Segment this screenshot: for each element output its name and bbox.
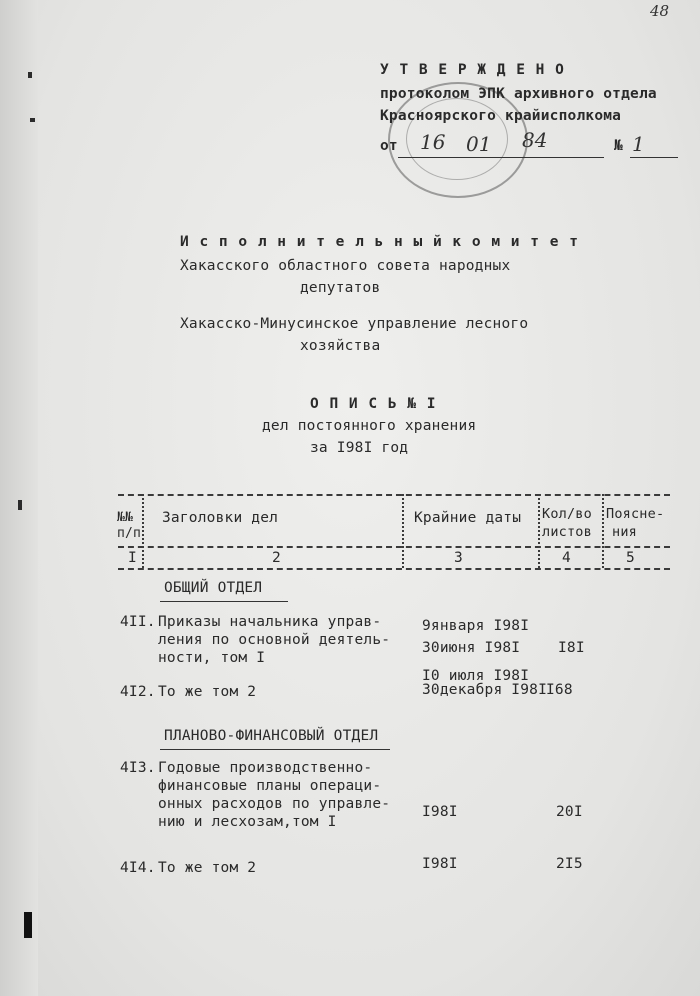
org-title: И с п о л н и т е л ь н ы й к о м и т е т: [180, 234, 579, 250]
item-date: 9января I98I: [422, 618, 530, 634]
section-title-general: ОБЩИЙ ОТДЕЛ: [164, 580, 263, 596]
binding-mark: [28, 72, 32, 78]
header-num-a: №№: [117, 510, 134, 525]
approval-date-year: 84: [522, 128, 548, 152]
col-number-1: I: [128, 550, 137, 566]
item-sheets: 2I5: [556, 856, 583, 872]
inventory-title: О П И С Ь № I: [310, 396, 437, 412]
approval-number-label: №: [614, 138, 623, 154]
item-title-line: То же том 2: [158, 684, 257, 700]
org-line3: депутатов: [300, 280, 381, 296]
item-title-line: Приказы начальника управ-: [158, 614, 382, 630]
header-num-b: п/п: [117, 526, 142, 541]
item-number: 4I4.: [120, 860, 156, 876]
item-title-line: нию и лесхозам,том I: [158, 814, 337, 830]
item-date: I0 июля I98I: [422, 668, 530, 684]
header-notes-b: ния: [612, 524, 637, 540]
table-top-rule: [118, 494, 670, 496]
item-date: I98I: [422, 856, 458, 872]
col-number-4: 4: [562, 550, 571, 566]
item-title-line: ности, том I: [158, 650, 266, 666]
item-date: 30июня I98I: [422, 640, 521, 656]
item-sheets: I68: [546, 682, 573, 698]
dept-line1: Хакасско-Минусинское управление лесного: [180, 316, 529, 332]
item-date: I98I: [422, 804, 458, 820]
approval-title: У Т В Е Р Ж Д Е Н О: [380, 62, 565, 78]
col-divider-2: [402, 494, 404, 568]
header-dates: Крайние даты: [414, 510, 522, 526]
col-divider-4: [602, 494, 604, 568]
header-sheets-b: листов: [542, 524, 592, 540]
item-title-line: ления по основной деятель-: [158, 632, 391, 648]
table-colnum-rule: [118, 568, 670, 570]
number-underline: [630, 157, 678, 158]
item-number: 4I2.: [120, 684, 156, 700]
col-divider-3: [538, 494, 540, 568]
binding-mark: [18, 500, 22, 510]
approval-from-label: от: [380, 138, 398, 154]
inventory-year: за I98I год: [310, 440, 409, 456]
item-number: 4II.: [120, 614, 156, 630]
table-header-rule: [118, 546, 670, 548]
header-notes-a: Поясне-: [606, 506, 665, 522]
item-title-line: онных расходов по управле-: [158, 796, 391, 812]
item-number: 4I3.: [120, 760, 156, 776]
binding-mark: [24, 912, 32, 938]
col-divider-1: [142, 494, 144, 568]
approval-date-day: 16: [420, 130, 446, 154]
approval-date-month: 01: [466, 132, 492, 156]
item-title-line: То же том 2: [158, 860, 257, 876]
col-number-2: 2: [272, 550, 281, 566]
section-underline: [160, 749, 390, 750]
header-titles: Заголовки дел: [162, 510, 279, 526]
approval-line1: протоколом ЭПК архивного отдела: [380, 86, 657, 102]
inventory-subtitle: дел постоянного хранения: [262, 418, 477, 434]
header-sheets-a: Кол/во: [542, 506, 592, 522]
page-number: 48: [650, 2, 670, 20]
item-sheets: 20I: [556, 804, 583, 820]
binding-mark: [30, 118, 35, 122]
binding-edge: [0, 0, 38, 996]
section-title-planning: ПЛАНОВО-ФИНАНСОВЫЙ ОТДЕЛ: [164, 728, 379, 744]
org-line2: Хакасского областного совета народных: [180, 258, 511, 274]
section-underline: [160, 601, 288, 602]
col-number-5: 5: [626, 550, 635, 566]
approval-number-value: 1: [632, 132, 645, 156]
dept-line2: хозяйства: [300, 338, 381, 354]
approval-line2: Красноярского крайисполкома: [380, 108, 622, 124]
col-number-3: 3: [454, 550, 463, 566]
item-sheets: I8I: [558, 640, 585, 656]
item-title-line: финансовые планы операци-: [158, 778, 382, 794]
item-date: 30декабря I98I: [422, 682, 548, 698]
date-underline: [398, 157, 604, 158]
item-title-line: Годовые производственно-: [158, 760, 373, 776]
